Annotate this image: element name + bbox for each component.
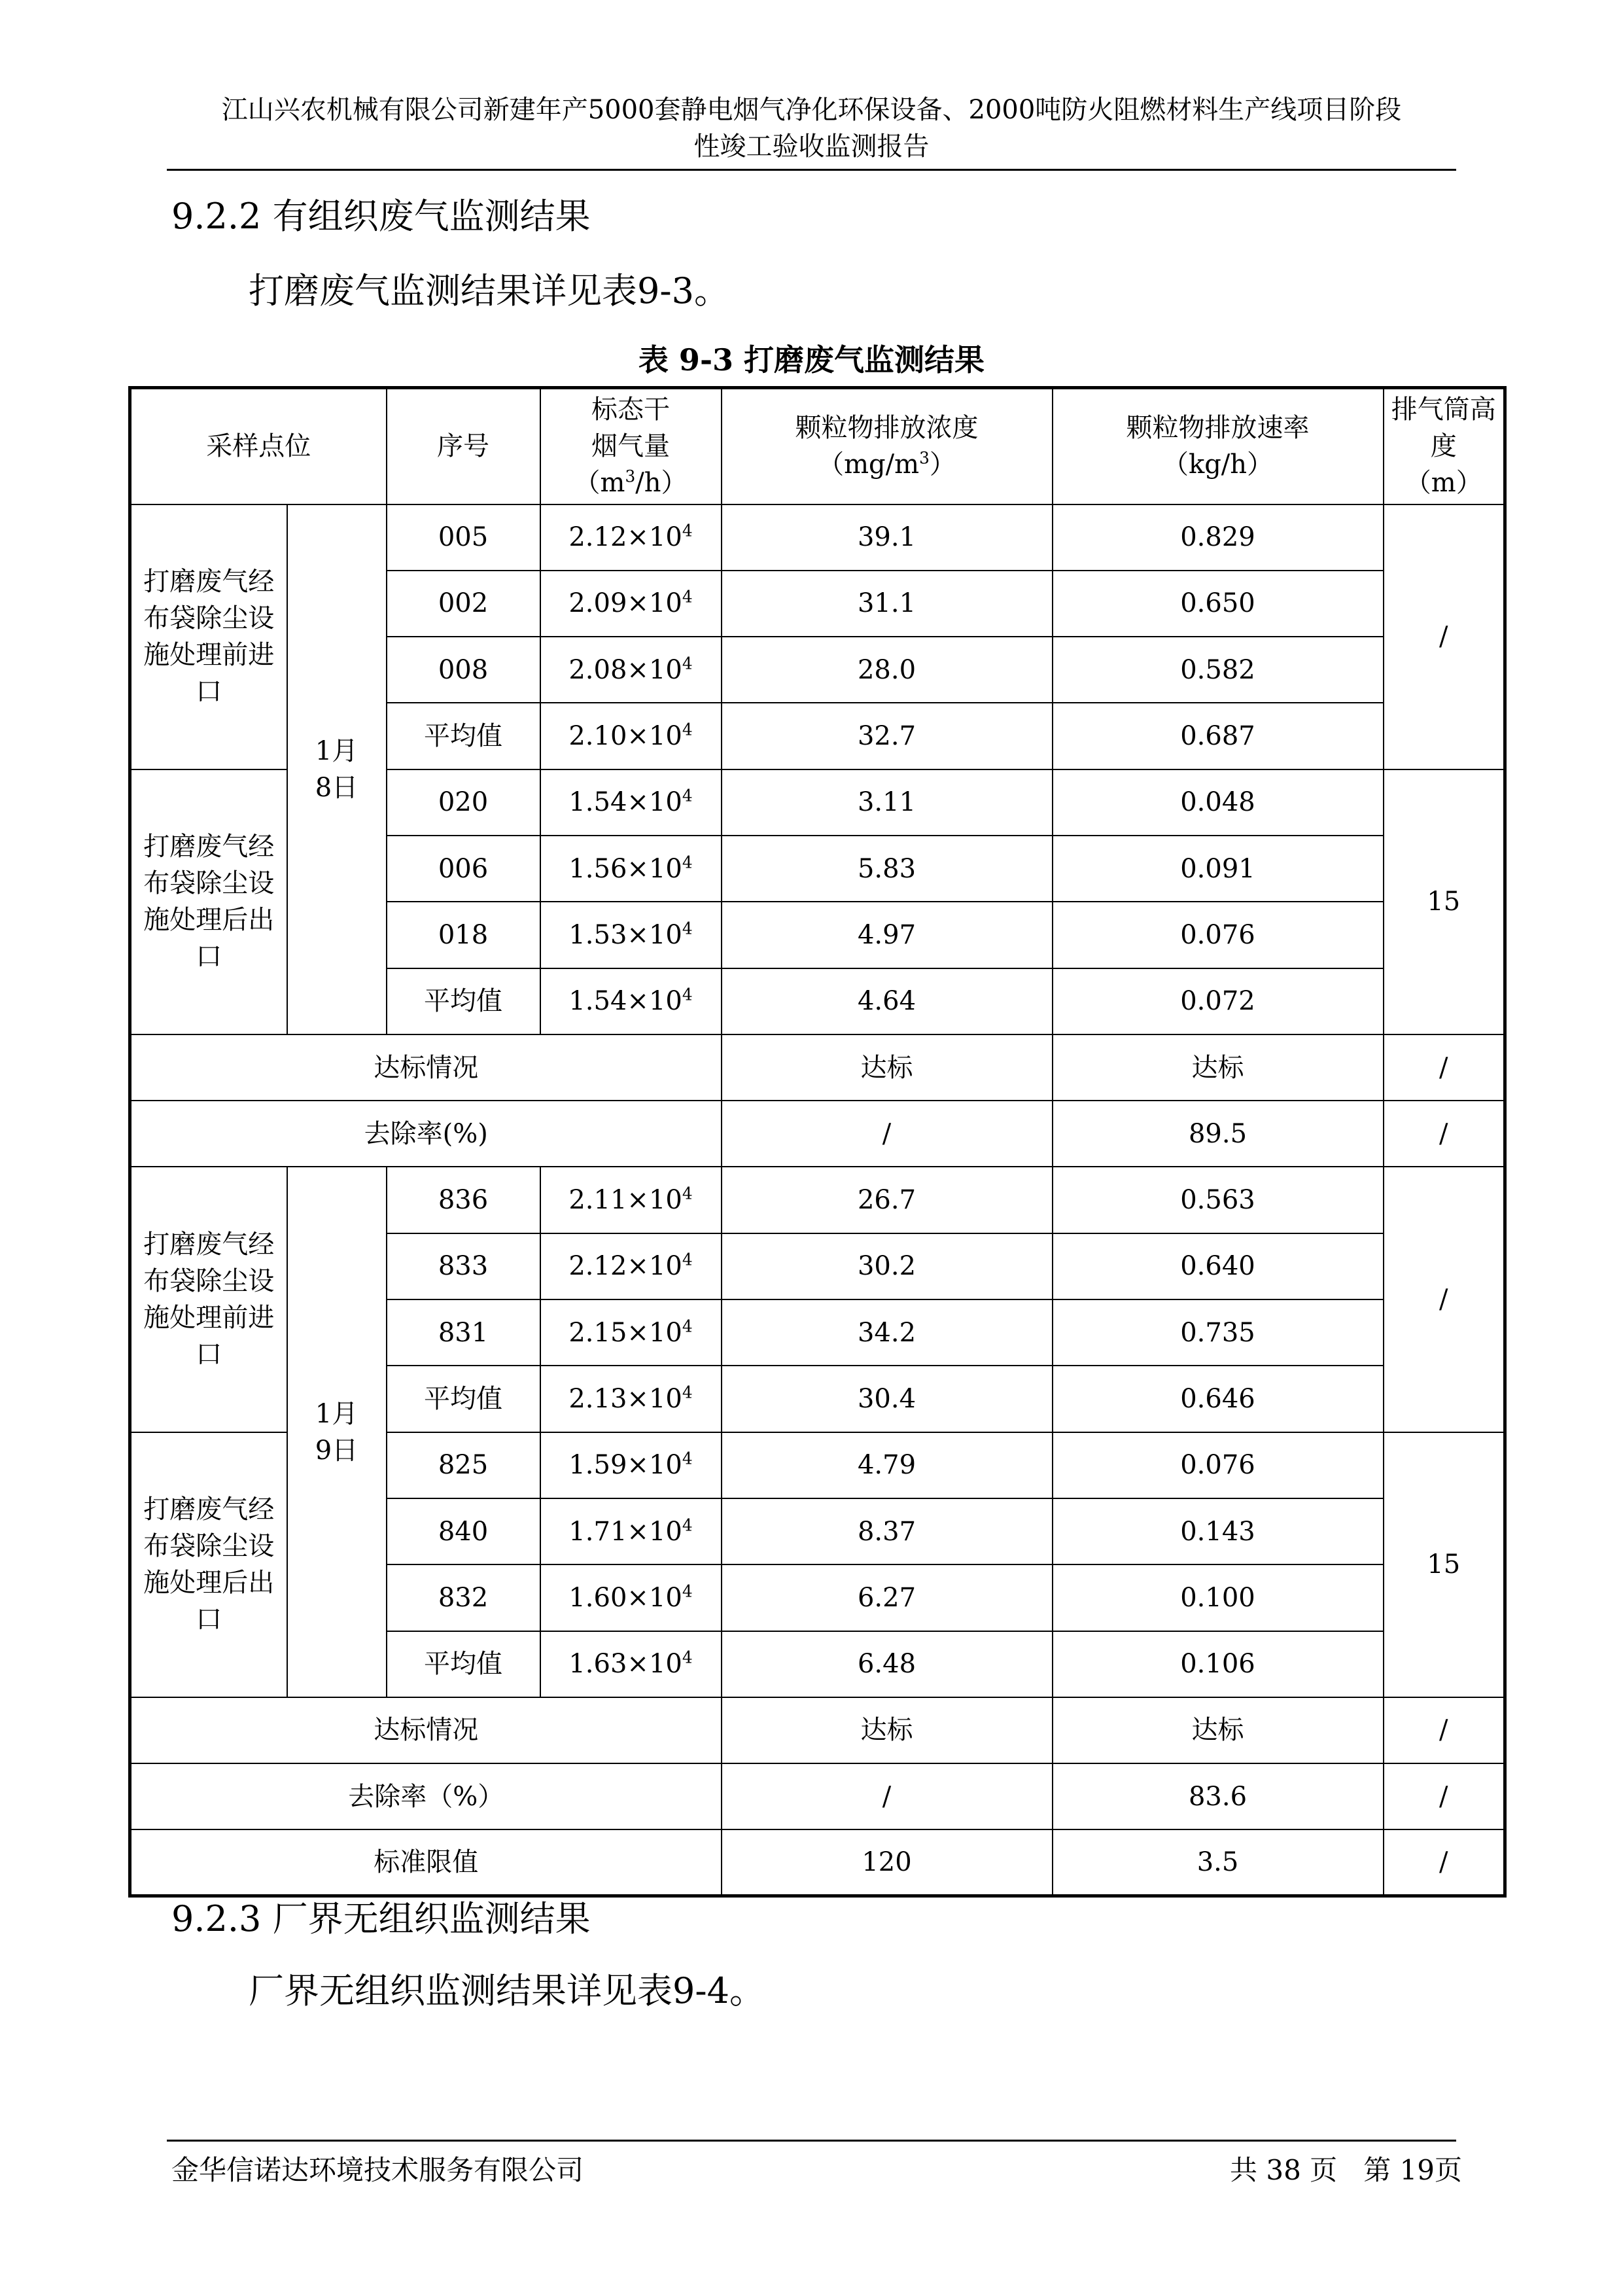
outlet-sampling-point: 打磨废气经 布袋除尘设 施处理后出 口 xyxy=(130,1432,287,1697)
concentration-cell: 30.2 xyxy=(722,1233,1053,1299)
rate-cell: 0.143 xyxy=(1053,1498,1384,1564)
rate-cell: 0.076 xyxy=(1053,902,1384,968)
flow-cell: $1.54\times 10^4$ xyxy=(540,968,722,1034)
concentration-cell: 32.7 xyxy=(722,703,1053,769)
concentration-cell: 26.7 xyxy=(722,1167,1053,1233)
rate-cell: 0.091 xyxy=(1053,836,1384,902)
sequence-cell: 840 xyxy=(387,1498,540,1564)
sequence-cell: 833 xyxy=(387,1233,540,1299)
rate-cell: 0.048 xyxy=(1053,769,1384,836)
removal-height: / xyxy=(1384,1101,1505,1167)
removal-concentration: / xyxy=(722,1763,1053,1829)
rate-cell: 0.100 xyxy=(1053,1564,1384,1631)
flow-cell: $2.13\times 10^4$ xyxy=(540,1366,722,1432)
table-row xyxy=(130,504,1505,571)
header-sequence: 序号 xyxy=(387,388,540,504)
section-intro-9-2-3: 厂界无组织监测结果详见表9-4。 xyxy=(249,1970,765,2011)
flow-cell: $1.54\times 10^4$ xyxy=(540,769,722,836)
flow-cell: $1.63\times 10^4$ xyxy=(540,1631,722,1697)
flow-cell: $1.60\times 10^4$ xyxy=(540,1564,722,1631)
sequence-cell: 006 xyxy=(387,836,540,902)
outlet-stack-height: 15 xyxy=(1384,769,1505,1034)
footer-divider xyxy=(167,2140,1456,2142)
standard-label: 标准限值 xyxy=(130,1829,722,1896)
removal-row xyxy=(130,1763,1505,1829)
footer-total-pages: 共 38 页 xyxy=(1230,2154,1338,2186)
sequence-cell: 002 xyxy=(387,571,540,637)
concentration-cell: 34.2 xyxy=(722,1299,1053,1366)
header-divider xyxy=(167,169,1456,171)
flow-cell: $1.59\times 10^4$ xyxy=(540,1432,722,1498)
outlet-stack-height: 15 xyxy=(1384,1432,1505,1697)
compliance-height: / xyxy=(1384,1034,1505,1101)
sequence-cell: 831 xyxy=(387,1299,540,1366)
sequence-cell: 836 xyxy=(387,1167,540,1233)
standard-limit-row xyxy=(130,1829,1505,1896)
flow-cell: $2.12\times 10^4$ xyxy=(540,1233,722,1299)
concentration-cell: 3.11 xyxy=(722,769,1053,836)
inlet-stack-height: / xyxy=(1384,1167,1505,1432)
rate-cell: 0.072 xyxy=(1053,968,1384,1034)
flow-cell: $2.12\times 10^4$ xyxy=(540,504,722,571)
compliance-row xyxy=(130,1034,1505,1101)
sequence-cell: 平均值 xyxy=(387,1631,540,1697)
rate-cell: 0.829 xyxy=(1053,504,1384,571)
sequence-cell: 平均值 xyxy=(387,968,540,1034)
sequence-cell: 平均值 xyxy=(387,703,540,769)
rate-cell: 0.650 xyxy=(1053,571,1384,637)
rate-cell: 0.735 xyxy=(1053,1299,1384,1366)
sequence-cell: 008 xyxy=(387,637,540,703)
concentration-cell: 4.97 xyxy=(722,902,1053,968)
sequence-cell: 平均值 xyxy=(387,1366,540,1432)
compliance-concentration: 达标 xyxy=(722,1034,1053,1101)
flow-cell: $2.09\times 10^4$ xyxy=(540,571,722,637)
flow-cell: $1.53\times 10^4$ xyxy=(540,902,722,968)
compliance-row xyxy=(130,1697,1505,1763)
header-line-1: 江山兴农机械有限公司新建年产5000套静电烟气净化环保设备、2000吨防火阻燃材料生产线项目阶段 xyxy=(221,95,1402,125)
concentration-cell: 5.83 xyxy=(722,836,1053,902)
inlet-sampling-point: 打磨废气经 布袋除尘设 施处理前进 口 xyxy=(130,1167,287,1432)
standard-concentration: 120 xyxy=(722,1829,1053,1896)
sequence-cell: 825 xyxy=(387,1432,540,1498)
compliance-label: 达标情况 xyxy=(130,1034,722,1101)
compliance-rate: 达标 xyxy=(1053,1697,1384,1763)
table-header-row xyxy=(130,388,1505,504)
outlet-sampling-point: 打磨废气经 布袋除尘设 施处理后出 口 xyxy=(130,769,287,1034)
sequence-cell: 018 xyxy=(387,902,540,968)
footer-page-number: 第 19页 xyxy=(1363,2154,1463,2186)
header-stack-height: 排气筒高 度 （m） xyxy=(1384,388,1505,504)
rate-cell: 0.076 xyxy=(1053,1432,1384,1498)
compliance-concentration: 达标 xyxy=(722,1697,1053,1763)
standard-rate: 3.5 xyxy=(1053,1829,1384,1896)
header-flow: 标态干 烟气量 $(m^3/h)$ xyxy=(540,388,722,504)
header-concentration: 颗粒物排放浓度 $(mg/m^3)$ xyxy=(722,388,1053,504)
flow-cell: $2.08\times 10^4$ xyxy=(540,637,722,703)
table-row xyxy=(130,1167,1505,1233)
inlet-stack-height: / xyxy=(1384,504,1505,769)
rate-cell: 0.646 xyxy=(1053,1366,1384,1432)
footer-company: 金华信诺达环境技术服务有限公司 xyxy=(171,2154,584,2186)
concentration-cell: 30.4 xyxy=(722,1366,1053,1432)
flow-cell: $1.56\times 10^4$ xyxy=(540,836,722,902)
sampling-date: 1月 8日 xyxy=(287,504,387,1034)
concentration-cell: 31.1 xyxy=(722,571,1053,637)
rate-cell: 0.582 xyxy=(1053,637,1384,703)
compliance-label: 达标情况 xyxy=(130,1697,722,1763)
sequence-cell: 020 xyxy=(387,769,540,836)
rate-cell: 0.687 xyxy=(1053,703,1384,769)
header-sampling-point: 采样点位 xyxy=(130,388,387,504)
inlet-sampling-point: 打磨废气经 布袋除尘设 施处理前进 口 xyxy=(130,504,287,769)
sequence-cell: 832 xyxy=(387,1564,540,1631)
compliance-height: / xyxy=(1384,1697,1505,1763)
sampling-date: 1月 9日 xyxy=(287,1167,387,1697)
concentration-cell: 6.27 xyxy=(722,1564,1053,1631)
rate-cell: 0.563 xyxy=(1053,1167,1384,1233)
concentration-cell: 39.1 xyxy=(722,504,1053,571)
header-line-2: 性竣工验收监测报告 xyxy=(693,132,930,162)
rate-cell: 0.640 xyxy=(1053,1233,1384,1299)
flow-cell: $2.10\times 10^4$ xyxy=(540,703,722,769)
sequence-cell: 005 xyxy=(387,504,540,571)
standard-height: / xyxy=(1384,1829,1505,1896)
section-heading-9-2-2: 9.2.2 有组织废气监测结果 xyxy=(171,196,591,237)
concentration-cell: 4.79 xyxy=(722,1432,1053,1498)
flow-cell: $1.71\times 10^4$ xyxy=(540,1498,722,1564)
concentration-cell: 28.0 xyxy=(722,637,1053,703)
section-heading-9-2-3: 9.2.3 厂界无组织监测结果 xyxy=(171,1898,591,1939)
footer-pagination xyxy=(1230,2151,1462,2189)
compliance-rate: 达标 xyxy=(1053,1034,1384,1101)
removal-height: / xyxy=(1384,1763,1505,1829)
concentration-cell: 4.64 xyxy=(722,968,1053,1034)
section-intro-9-2-2: 打磨废气监测结果详见表9-3。 xyxy=(249,270,729,311)
header-emission-rate: 颗粒物排放速率 （kg/h） xyxy=(1053,388,1384,504)
flow-cell: $2.11\times 10^4$ xyxy=(540,1167,722,1233)
concentration-cell: 6.48 xyxy=(722,1631,1053,1697)
removal-concentration: / xyxy=(722,1101,1053,1167)
removal-rate: 83.6 xyxy=(1053,1763,1384,1829)
removal-label: 去除率（%） xyxy=(130,1763,722,1829)
removal-row xyxy=(130,1101,1505,1167)
removal-rate: 89.5 xyxy=(1053,1101,1384,1167)
removal-label: 去除率(%) xyxy=(130,1101,722,1167)
concentration-cell: 8.37 xyxy=(722,1498,1053,1564)
flow-cell: $2.15\times 10^4$ xyxy=(540,1299,722,1366)
running-header xyxy=(167,92,1456,165)
table-caption: 表 9-3 打磨废气监测结果 xyxy=(638,342,985,378)
grinding-exhaust-table xyxy=(128,386,1507,1898)
rate-cell: 0.106 xyxy=(1053,1631,1384,1697)
